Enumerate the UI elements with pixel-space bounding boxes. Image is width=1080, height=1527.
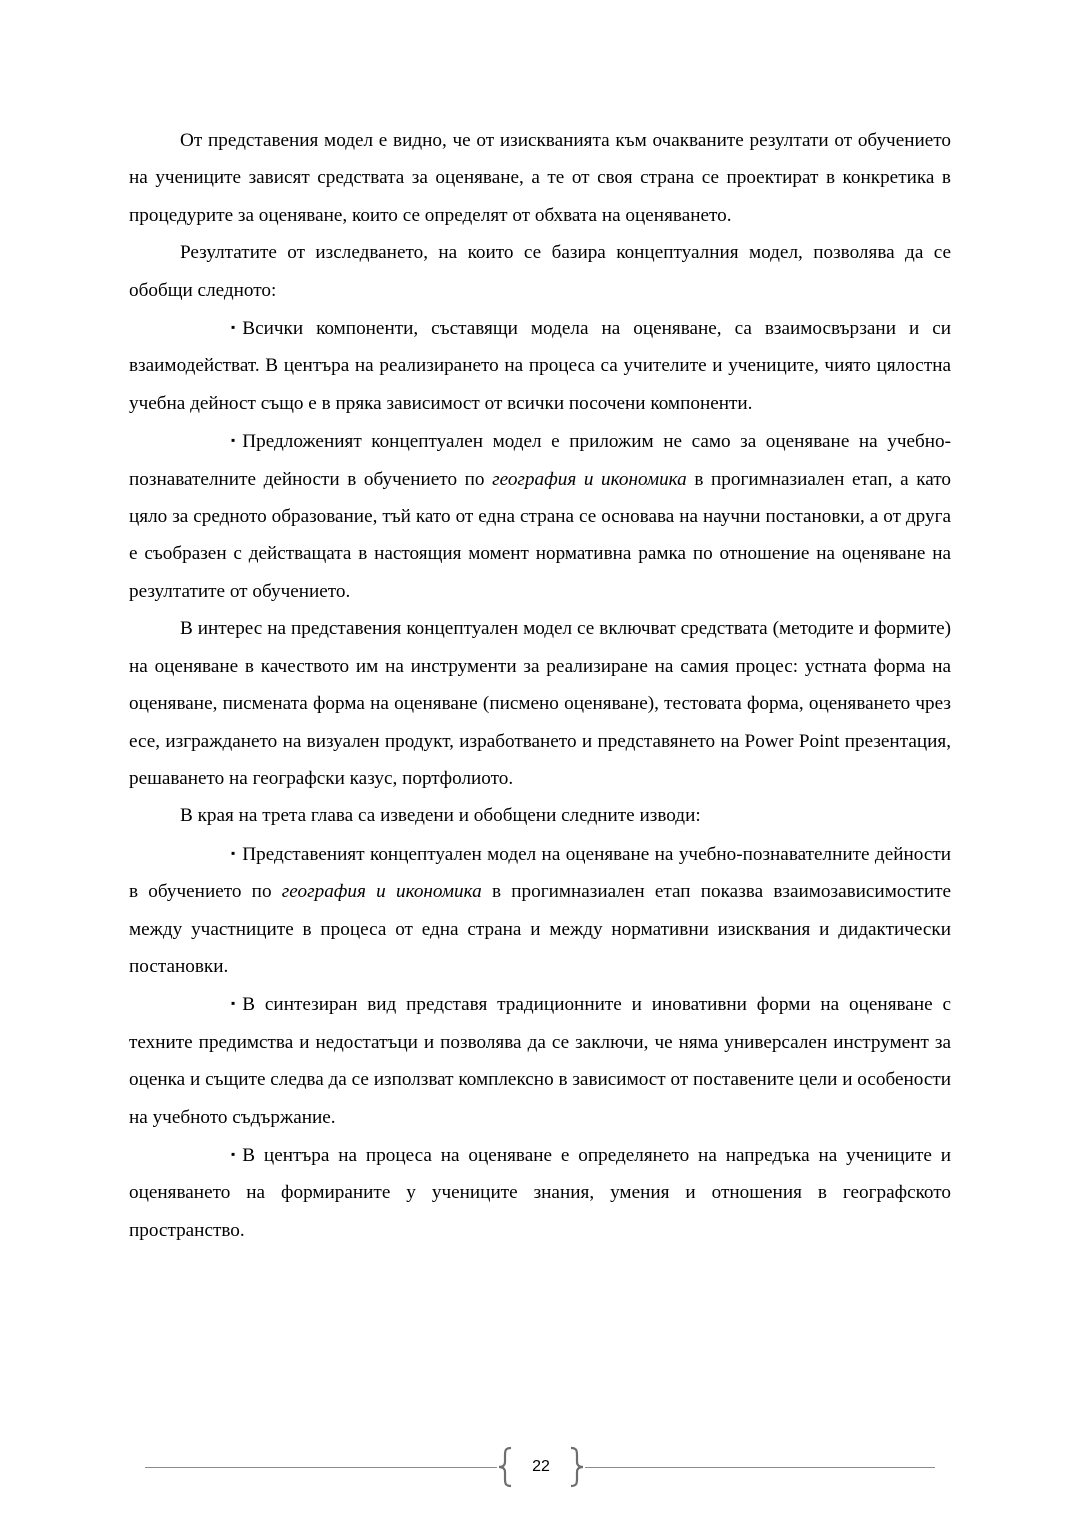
bullet-item-forms-synthesis xyxy=(129,985,951,1136)
right-brace-icon xyxy=(567,1446,587,1488)
bullet-item-progress-center xyxy=(129,1136,951,1249)
page-footer xyxy=(145,1446,935,1488)
bullet-text: Всички компоненти, съставящи модела на оценяване, са взаимосвързани и си взаимодействат. В центъра на реализирането на процеса са учителите и учениците, чиято цялостна учебна дейност също е в пряка зависимост от всички посочени компоненти. xyxy=(129,318,951,414)
bullet-item-applicability xyxy=(129,422,951,610)
bullet-item-model-interdependence xyxy=(129,835,951,986)
bullet-item-components xyxy=(129,309,951,422)
bullet-text: Предложеният концептуален модел е приложим не само за оценяване на учебно-познавателните дейности в обучението по xyxy=(129,431,951,490)
footer-rule-left xyxy=(145,1467,497,1468)
bullet-text: Представеният концептуален модел на оценяване на учебно-познавателните дейности в обучението по xyxy=(129,843,951,903)
paragraph-text: В интерес на представения концептуален модел се включват средствата (методите и формите) на оценяване в качеството им на инструменти за реализиране на самия процес: устната форма на оценяване, писмената форма на оценяване (писмено оценяване), тестовата форма, оценяването чрез есе, изграждането на визуален продукт, изработването и представянето на Power Point презентация, решаването на географски казус, портфолиото. xyxy=(129,618,951,789)
page-body xyxy=(129,122,951,1249)
bullet-icon: ▪ xyxy=(231,320,236,335)
subject-name-italic: география и икономика xyxy=(281,881,482,903)
bullet-icon: ▪ xyxy=(231,996,236,1011)
paragraph-assessment-means xyxy=(129,610,951,797)
page-number: 22 xyxy=(532,1458,550,1475)
paragraph-model-overview xyxy=(129,122,951,234)
paragraph-conclusions-intro xyxy=(129,797,951,834)
bullet-text: В центъра на процеса на оценяване е определянето на напредъка на учениците и оценяването на формираните у учениците знания, умения и отношения в географското пространство. xyxy=(129,1144,951,1241)
paragraph-text: Резултатите от изследването, на които се базира концептуалния модел, позволява да се обобщи следното: xyxy=(129,242,951,301)
bullet-text: в прогимназиален етап, а като цяло за средното образование, тъй като от една страна се основава на научни постановки, а от друга е съобразен с действащата в настоящия момент нормативна рамка по отношение на оценяване на резултатите от обучението. xyxy=(129,468,951,602)
paragraph-research-results xyxy=(129,234,951,309)
bullet-text: В синтезиран вид представя традиционните и иновативни форми на оценяване с техните предимства и недостатъци и позволява да се заключи, че няма универсален инструмент за оценка и същите следва да се използват комплексно в зависимост от поставените цели и особености на учебното съдържание. xyxy=(129,994,951,1128)
bullet-icon: ▪ xyxy=(231,845,236,860)
bullet-icon: ▪ xyxy=(231,433,236,448)
left-brace-icon xyxy=(495,1446,515,1488)
bullet-icon: ▪ xyxy=(231,1146,236,1161)
bullet-text: в прогимназиален етап показва взаимозависимостите между участниците в процеса от една страна и между нормативни изисквания и дидактически постановки. xyxy=(129,881,951,977)
paragraph-text: В края на трета глава са изведени и обобщени следните изводи: xyxy=(180,805,701,827)
subject-name-italic: география и икономика xyxy=(492,468,687,490)
paragraph-text: От представения модел е видно, че от изискванията към очакваните резултати от обучението на учениците зависят средствата за оценяване, а те от своя страна се проектират в конкретика в процедурите за оценяване, които се определят от обхвата на оценяването. xyxy=(129,130,951,226)
footer-rule-right xyxy=(585,1467,935,1468)
